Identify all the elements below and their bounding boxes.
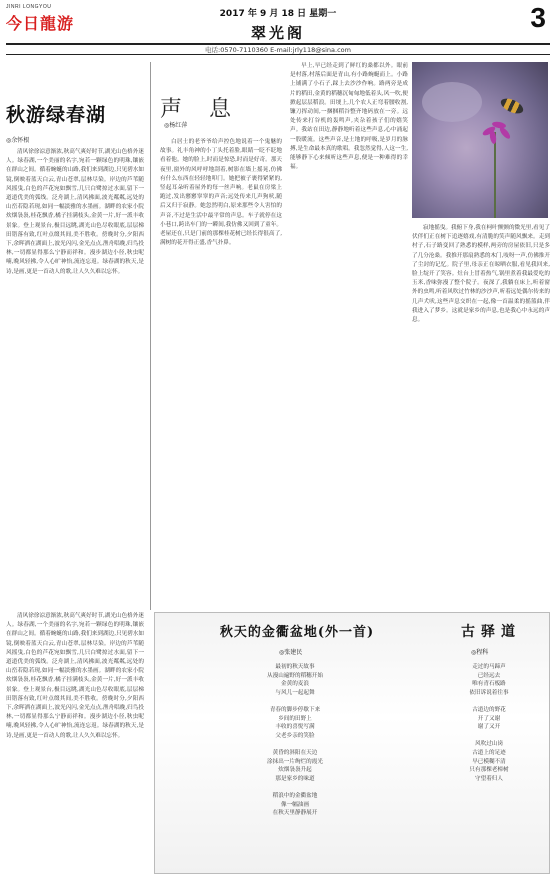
article-body-bottom: 清风徐徐凉意渐浓,秋高气爽好时节,湖光山色格外迷人。绿春湖,一个美丽的名字,宛若一颗绿色的明珠,镶嵌在群山之间。循着蜿蜒的山路,我们来到湖边,只见碧水如镜,倒映着蓝天白云,青山苍翠,层林尽染。岸边的芦苇随风摇曳,白色的芦花宛如飘雪,几只白鹭掠过水面,留下一道道优美的弧线。泛舟湖上,清风拂面,波光粼粼,远处的山峦若隐若现,如同一幅淡雅的水墨画。湖畔的农家小院炊烟袅袅,桂花飘香,橘子挂满枝头,金黄一片,好一派丰收景象。登上观景台,极目远眺,湖光山色尽收眼底,层层梯田错落有致,红叶点缀其间,美不胜收。傍晚时分,夕阳西下,余晖洒在湖面上,波光闪闪,金光点点,渔舟唱晚,归鸟投林,一切都显得那么宁静而祥和。漫步湖边小径,秋虫呢喃,晚风轻拂,令人心旷神怡,流连忘返。绿春湖的秋天,是诗,是画,更是一首动人的歌,让人久久难以忘怀。 xyxy=(6,613,144,739)
poem-line: 只有那棵老樟树 xyxy=(469,767,509,774)
article-author: ◎杨红萍 xyxy=(164,122,188,129)
article-body-continued: 早上,早已经走到了鲜红的桑都以外。眼前是村落,村落后面是青山,有小路蜿蜒而上。小路上铺满了小石子,踩上去沙沙作响。路两旁是成片的稻田,金黄的稻穗沉甸甸地低着头,风一吹,便掀起层层稻浪。田埂上,几个农人正弯着腰收割,镰刀挥动间,一捆捆稻谷整齐地码放在一旁。远处传来打谷机的轰鸣声,夹杂着孩子们的嬉笑声。我站在田边,静静地听着这些声息,心中涌起一股暖流。这些声音,是土地的呼吸,是岁月的脉搏,是生命最本真的歌唱。我忽然觉得,人这一生,能够静下心来倾听这些声息,便是一种难得的幸福。 xyxy=(290,63,408,171)
flower-bee-photo xyxy=(412,62,548,218)
article-title: 声 息 xyxy=(160,97,241,122)
poem-line xyxy=(435,697,543,706)
poem-line: 涂抹出一片绚烂的霞光 xyxy=(267,758,323,765)
poem-line: 金黄的麦浪 xyxy=(281,681,309,688)
poem-author: ◎程科 xyxy=(471,649,489,656)
poem-author: ◎张建民 xyxy=(279,649,303,656)
poem-line: 守望着归人 xyxy=(475,775,503,782)
poem-line: 唯有青石板路 xyxy=(472,681,506,688)
section-title: 翠光阁 xyxy=(250,24,305,42)
poem-line: 与风儿一起起舞 xyxy=(275,689,315,696)
poem-line: 已经远去 xyxy=(477,672,501,679)
poem-line: 风吹过山岗 xyxy=(475,741,503,748)
poem-line xyxy=(179,740,411,749)
poem-line: 古道边的野花 xyxy=(472,706,506,713)
poem-line: 开了又谢 xyxy=(477,715,501,722)
bee-icon xyxy=(499,95,526,116)
article-title: 秋游绿春湖 xyxy=(6,104,107,126)
poem-line: 谢了又开 xyxy=(477,724,501,731)
poem-line: 父老乡亲的笑脸 xyxy=(275,732,315,739)
poem-line: 像一幅油画 xyxy=(281,801,309,808)
poem-line xyxy=(179,783,411,792)
article-left xyxy=(6,62,144,612)
logo-english: JINRI LONGYOU xyxy=(6,4,52,10)
article-body: 清风徐徐凉意渐浓,秋高气爽好时节,湖光山色格外迷人。绿春湖,一个美丽的名字,宛若一颗绿色的明珠,镶嵌在群山之间。循着蜿蜒的山路,我们来到湖边,只见碧水如镜,倒映着蓝天白云,青山苍翠,层林尽染。岸边的芦苇随风摇曳,白色的芦花宛如飘雪,几只白鹭掠过水面,留下一道道优美的弧线。泛舟湖上,清风拂面,波光粼粼,远处的山峦若隐若现,如同一幅淡雅的水墨画。湖畔的农家小院炊烟袅袅,桂花飘香,橘子挂满枝头,金黄一片,好一派丰收景象。登上观景台,极目远眺,湖光山色尽收眼底,层层梯田错落有致,红叶点缀其间,美不胜收。傍晚时分,夕阳西下,余晖洒在湖面上,波光闪闪,金光点点,渔舟唱晚,归鸟投林,一切都显得那么宁静而祥和。漫步湖边小径,秋虫呢喃,晚风轻拂,令人心旷神怡,流连忘返。绿春湖的秋天,是诗,是画,更是一首动人的歌,让人久久难以忘怀。 xyxy=(6,149,144,275)
poem-title: 古驿道 xyxy=(461,624,521,640)
article-author: ◎余怀根 xyxy=(6,137,30,144)
logo-chinese: 今日龍游 xyxy=(6,14,75,33)
poem-line: 乡间的田野上 xyxy=(278,715,312,722)
poem-line: 炊烟袅袅升起 xyxy=(278,767,312,774)
poem-line: 从漫山遍野的稻穗开始 xyxy=(267,672,323,679)
contact-info: 电话:0570-7110360 E-mail:jrly118@sina.com xyxy=(205,46,351,54)
poem-line: 在秋天里静静展开 xyxy=(272,810,318,817)
poem-line: 黄昏的斜阳在天边 xyxy=(272,749,318,756)
poem-line xyxy=(435,732,543,741)
poem-line: 最初的秋天故事 xyxy=(275,664,315,670)
article-body: 白居士的老爷爷给声控色地说着一个鬼魅的故事。礼丰角神的小丁头托着脸,眼睛一眨不眨地看着他。她的脸上,时而是惊恐,时而是好奇。那天夜里,窗外的风呼呼地刮着,树影在墙上摇晃,仿佛有什么东西在轻轻地叩门。她把被子裹得紧紧的,竖起耳朵听着屋外的每一丝声响。老鼠在房梁上跑过,发出窸窸窣窣的声音;远处传来几声狗吠,随后又归于寂静。她忽然明白,原来那些令人害怕的声音,不过是生活中最平常的声息。车子就停在这小巷口,跨出车门的一瞬间,我仿佛又回到了童年。老屋还在,只是门前的那棵桂花树已经长得很高了,满树的花开得正盛,香气扑鼻。 xyxy=(160,139,282,247)
page-number: 3 xyxy=(530,2,546,33)
poem-line: 依旧诉说着往事 xyxy=(469,689,509,696)
poem-line: 丰收的喜悦写满 xyxy=(275,724,315,731)
poem-line: 那是家乡的味道 xyxy=(275,775,315,782)
poem-line: 稻浪中的金衢盆地 xyxy=(272,792,318,799)
poem-line xyxy=(179,697,411,706)
poem-title: 秋天的金衢盆地(外一首) xyxy=(219,625,375,640)
poem-body xyxy=(435,663,543,783)
poetry-box xyxy=(154,612,550,874)
article-body-right: 寂地摇曳。我俯下身,我在柯叶颤颤的微光里,看见了伏伴们正在树下追逐嬉戏,有清脆的笑声随风飘来。走到村子,石子路变回了熟悉的模样,两旁的房屋依旧,只是多了几分沧桑。我推开那扇熟悉的木门,吱呀一声,仿佛推开了尘封的记忆。院子里,母亲正在晾晒衣服,看见我回来,脸上绽开了笑容。灶台上冒着热气,锅里煮着我最爱吃的玉米,香味弥漫了整个院子。夜深了,我躺在床上,听着窗外的虫鸣,听着风吹过竹林的沙沙声,听着远处偶尔传来的几声犬吠,这些声息交织在一起,像一首温柔的摇篮曲,伴我进入了梦乡。这就是家乡的声息,也是我心中永远的声息。 xyxy=(412,225,550,324)
poem-body xyxy=(179,663,411,818)
contact-rule xyxy=(6,54,550,55)
issue-date: 2017 年 9 月 18 日 星期一 xyxy=(219,9,337,19)
masthead xyxy=(0,0,556,52)
poem-line: 走过的马蹄声 xyxy=(472,664,506,670)
poem-line: 早已模糊不清 xyxy=(472,758,506,765)
poem-line: 青春的脚步停歇下来 xyxy=(269,706,321,713)
poem-line: 古道上的足迹 xyxy=(472,749,506,756)
column-divider xyxy=(150,62,151,610)
